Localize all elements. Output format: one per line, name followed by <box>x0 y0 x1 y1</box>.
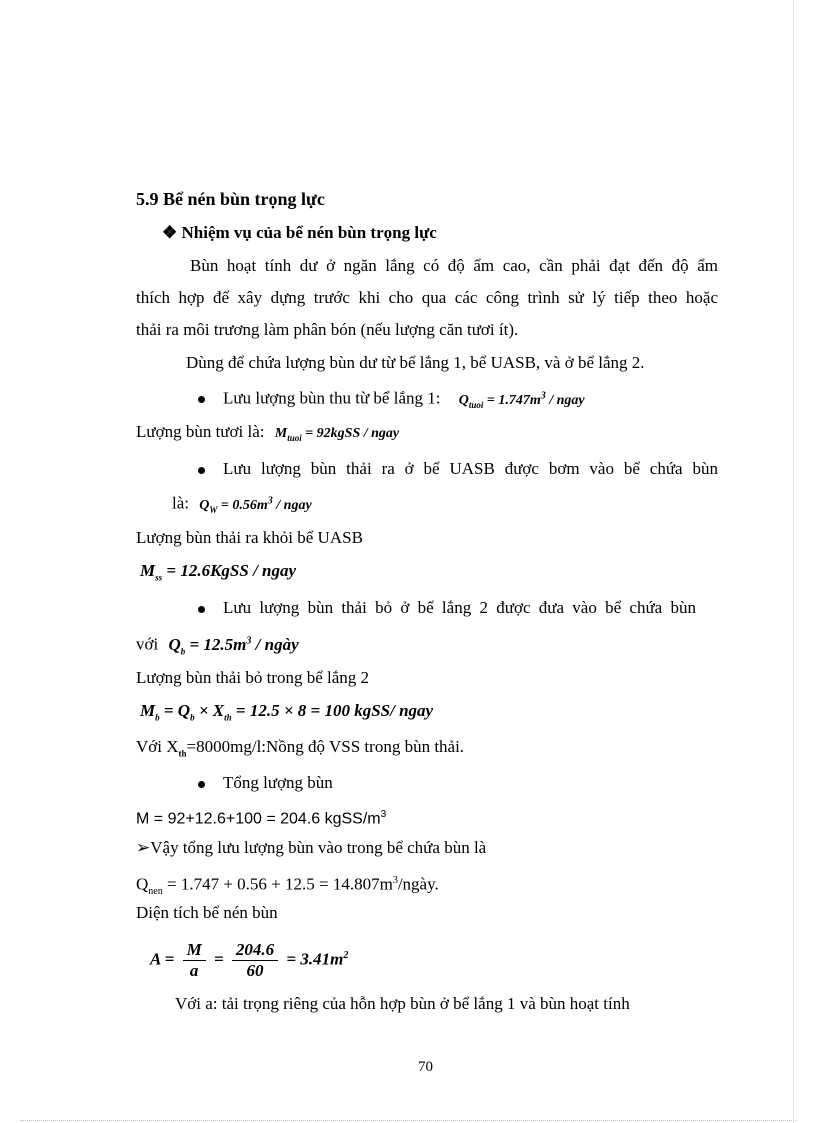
formula-q-tuoi: $Q_{tuoi} = 1.747m^3$ / ngay <box>458 390 585 410</box>
area-formula: A = $\frac{M}{a}$ = $\frac{204.6}{60}$ = $3.41m^2$ <box>150 940 349 981</box>
q-total: $Q_{nen} = 1.747 + 0.56 + 12.5$ = $14.807m^3$/ngày. <box>136 874 439 898</box>
last-line: Với a: tải trọng riêng của hỗn hợp bùn ở bể lắng 1 và bùn hoạt tính <box>175 994 630 1013</box>
tank2-sludge-label: Lượng bùn thải bỏ trong bể lắng 2 <box>136 668 370 687</box>
item3-line1: Lưu lượng bùn thải bỏ ở bể lắng 2 được đưa vào bể chứa bùn <box>198 597 696 619</box>
item3-line2: với $Q_b = 12.5m^3$ / ngày <box>136 634 299 657</box>
item4: Tổng lượng bùn <box>198 772 333 794</box>
para1-line2: thích hợp để xây dựng trước khi cho qua các công trình sử lý tiếp theo hoặc <box>136 288 718 307</box>
arrow-bullet-icon: ➢ <box>136 838 151 857</box>
page-number: 70 <box>418 1059 433 1075</box>
bullet-icon <box>198 467 205 474</box>
bullet-icon <box>198 606 205 613</box>
page-border-bottom <box>20 1120 796 1121</box>
formula-m-tuoi: $M_{tuoi}$ = 92kgSS / ngay <box>274 426 400 443</box>
page-border-right <box>793 0 794 1123</box>
item2-line1: Lưu lượng bùn thải ra ở bể UASB được bơm vào bể chứa bùn <box>198 458 718 480</box>
subsection-title: ❖ Nhiệm vụ của bể nén bùn trọng lực <box>162 223 437 242</box>
uasb-sludge-label: Lượng bùn thải ra khỏi bể UASB <box>136 528 363 547</box>
para1-line1: Bùn hoạt tính dư ở ngăn lắng có độ ẩm cao, cần phải đạt đến độ ẩm <box>190 256 718 275</box>
vss-note: Với $X_{th}=8000mg/l:Nồng$ độ VSS trong bùn thải. <box>136 737 465 759</box>
formula-q-b: $Q_b = 12.5m^3$ / ngày <box>168 634 299 657</box>
formula-q-w: $Q_W = 0.56m^3$ / ngay <box>199 495 312 515</box>
para1-line3: thải ra môi trương làm phân bón (nếu lượng căn tươi ít). <box>136 320 519 339</box>
total-line: M = 92+12.6+100 = 204.6 kgSS/$m^3$ <box>136 809 387 828</box>
diamond-bullet-icon: ❖ <box>162 223 178 242</box>
formula-m-b: $M_b = Q_b \times X_{th} = 12.5 \times 8 = 100$ kgSS/ ngay <box>140 701 434 723</box>
conclusion: ➢Vậy tổng lưu lượng bùn vào trong bể chứa bùn là <box>136 838 487 857</box>
item2-line2: là: $Q_W = 0.56m^3$ / ngay <box>172 493 312 515</box>
section-title: 5.9 Bể nén bùn trọng lực <box>136 189 325 209</box>
bullet-icon <box>198 396 205 403</box>
fresh-sludge: Lượng bùn tươi là: $M_{tuoi}$ = 92kgSS / ngay <box>136 422 400 443</box>
area-label: Diện tích bể nén bùn <box>136 903 278 922</box>
item1: Lưu lượng bùn thu từ bể lắng 1: $Q_{tuoi} = 1.747m^3$ / ngay <box>198 385 585 415</box>
para2: Dùng để chứa lượng bùn dư từ bể lắng 1, bể UASB, và ở bể lắng 2. <box>186 353 645 372</box>
formula-m-ss: $M_{ss}$ = 12.6KgSS / ngay <box>140 561 297 583</box>
bullet-icon <box>198 781 205 788</box>
